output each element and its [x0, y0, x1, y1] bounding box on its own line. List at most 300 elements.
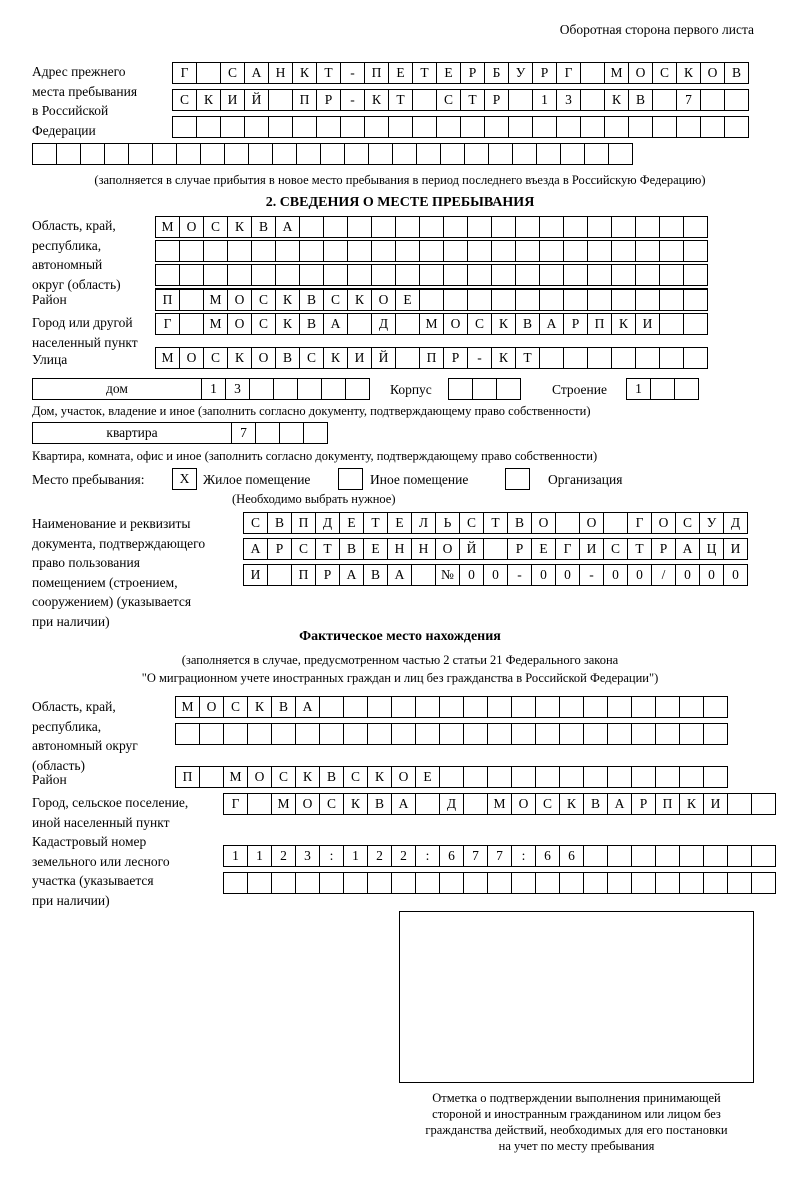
prev-address-cell[interactable]: Б: [484, 62, 509, 84]
prev-address-cell[interactable]: [344, 143, 369, 165]
actual-district-cell[interactable]: Е: [415, 766, 440, 788]
region-cell[interactable]: [299, 216, 324, 238]
document-cell[interactable]: О: [531, 512, 556, 534]
house-cell[interactable]: [345, 378, 370, 400]
actual-region-cell[interactable]: [415, 696, 440, 718]
house-cell[interactable]: [297, 378, 322, 400]
street-row[interactable]: [155, 347, 707, 369]
region-row-3[interactable]: [155, 264, 707, 286]
document-cell[interactable]: Р: [651, 538, 676, 560]
street-cell[interactable]: [683, 347, 708, 369]
street-cell[interactable]: О: [179, 347, 204, 369]
region-cell[interactable]: [419, 216, 444, 238]
actual-district-cell[interactable]: П: [175, 766, 200, 788]
prev-address-cell[interactable]: [508, 116, 533, 138]
document-cell[interactable]: О: [651, 512, 676, 534]
prev-address-cell[interactable]: [440, 143, 465, 165]
cadastral-cell[interactable]: [415, 872, 440, 894]
prev-address-cell[interactable]: Й: [244, 89, 269, 111]
prev-address-cell[interactable]: [464, 143, 489, 165]
region-cell[interactable]: [203, 264, 228, 286]
actual-region-cell[interactable]: [535, 723, 560, 745]
region-cell[interactable]: М: [155, 216, 180, 238]
cadastral-row-1[interactable]: [223, 845, 775, 867]
document-cell[interactable]: А: [339, 564, 364, 586]
actual-city-cell[interactable]: А: [391, 793, 416, 815]
cadastral-cell[interactable]: [655, 872, 680, 894]
place-checkbox-other[interactable]: [338, 468, 363, 490]
region-cell[interactable]: [443, 216, 468, 238]
actual-region-cell[interactable]: [583, 723, 608, 745]
cadastral-cell[interactable]: [463, 872, 488, 894]
prev-address-cell[interactable]: [652, 89, 677, 111]
street-cell[interactable]: [659, 347, 684, 369]
prev-address-cell[interactable]: [268, 116, 293, 138]
prev-address-cell[interactable]: [248, 143, 273, 165]
actual-region-cell[interactable]: В: [271, 696, 296, 718]
actual-district-cell[interactable]: [559, 766, 584, 788]
document-cell[interactable]: Г: [627, 512, 652, 534]
street-cell[interactable]: К: [323, 347, 348, 369]
district-cell[interactable]: [539, 289, 564, 311]
actual-city-cell[interactable]: Г: [223, 793, 248, 815]
region-cell[interactable]: [179, 264, 204, 286]
actual-region-cell[interactable]: [679, 696, 704, 718]
cadastral-cell[interactable]: :: [511, 845, 536, 867]
prev-address-cell[interactable]: В: [628, 89, 653, 111]
region-cell[interactable]: [611, 216, 636, 238]
city-cell[interactable]: К: [275, 313, 300, 335]
document-cell[interactable]: П: [291, 564, 316, 586]
actual-city-cell[interactable]: М: [487, 793, 512, 815]
prev-address-cell[interactable]: У: [508, 62, 533, 84]
actual-region-cell[interactable]: [511, 696, 536, 718]
city-cell[interactable]: Д: [371, 313, 396, 335]
cadastral-cell[interactable]: [703, 872, 728, 894]
city-cell[interactable]: М: [419, 313, 444, 335]
document-cell[interactable]: 0: [483, 564, 508, 586]
place-checkbox-organization[interactable]: [505, 468, 530, 490]
prev-address-cell[interactable]: -: [340, 62, 365, 84]
prev-address-cell[interactable]: [604, 116, 629, 138]
city-cell[interactable]: В: [299, 313, 324, 335]
region-cell[interactable]: [395, 240, 420, 262]
cadastral-cell[interactable]: [391, 872, 416, 894]
actual-district-cell[interactable]: [583, 766, 608, 788]
district-cell[interactable]: В: [299, 289, 324, 311]
document-cell[interactable]: Е: [531, 538, 556, 560]
actual-city-row[interactable]: [223, 793, 775, 815]
region-cell[interactable]: [275, 240, 300, 262]
region-cell[interactable]: [491, 240, 516, 262]
prev-address-cell[interactable]: Р: [316, 89, 341, 111]
document-cell[interactable]: Т: [483, 512, 508, 534]
prev-address-cell[interactable]: 1: [532, 89, 557, 111]
korpus-cell[interactable]: [472, 378, 497, 400]
prev-address-cell[interactable]: [536, 143, 561, 165]
actual-city-cell[interactable]: [727, 793, 752, 815]
prev-address-row-2[interactable]: [172, 89, 748, 111]
prev-address-cell[interactable]: К: [196, 89, 221, 111]
district-cell[interactable]: [467, 289, 492, 311]
cadastral-cell[interactable]: [223, 872, 248, 894]
actual-region-cell[interactable]: [367, 723, 392, 745]
actual-city-cell[interactable]: [415, 793, 440, 815]
cadastral-cell[interactable]: [631, 872, 656, 894]
actual-region-cell[interactable]: [343, 723, 368, 745]
region-cell[interactable]: [587, 216, 612, 238]
prev-address-cell[interactable]: О: [628, 62, 653, 84]
prev-address-cell[interactable]: [724, 89, 749, 111]
prev-address-cell[interactable]: [580, 62, 605, 84]
actual-region-cell[interactable]: М: [175, 696, 200, 718]
cadastral-cell[interactable]: [439, 872, 464, 894]
prev-address-cell[interactable]: П: [364, 62, 389, 84]
actual-district-cell[interactable]: [679, 766, 704, 788]
cadastral-cell[interactable]: [607, 845, 632, 867]
cadastral-cell[interactable]: 1: [343, 845, 368, 867]
place-checkbox-residential[interactable]: X: [172, 468, 197, 490]
region-cell[interactable]: [227, 240, 252, 262]
prev-address-cell[interactable]: [508, 89, 533, 111]
actual-district-cell[interactable]: О: [391, 766, 416, 788]
actual-district-cell[interactable]: К: [295, 766, 320, 788]
district-cell[interactable]: Е: [395, 289, 420, 311]
house-cell[interactable]: [321, 378, 346, 400]
document-cell[interactable]: Д: [723, 512, 748, 534]
district-cell[interactable]: [563, 289, 588, 311]
region-cell[interactable]: [323, 264, 348, 286]
district-cell[interactable]: [419, 289, 444, 311]
prev-address-cell[interactable]: [724, 116, 749, 138]
actual-region-cell[interactable]: [271, 723, 296, 745]
actual-region-cell[interactable]: [631, 696, 656, 718]
flat-cell[interactable]: [279, 422, 304, 444]
region-cell[interactable]: [539, 240, 564, 262]
actual-region-cell[interactable]: [247, 723, 272, 745]
document-cell[interactable]: -: [579, 564, 604, 586]
stroenie-cell[interactable]: [650, 378, 675, 400]
document-cell[interactable]: В: [339, 538, 364, 560]
district-cell[interactable]: М: [203, 289, 228, 311]
prev-address-cell[interactable]: -: [340, 89, 365, 111]
actual-region-cell[interactable]: К: [247, 696, 272, 718]
district-cell[interactable]: О: [371, 289, 396, 311]
document-cell[interactable]: Р: [315, 564, 340, 586]
street-cell[interactable]: -: [467, 347, 492, 369]
document-cell[interactable]: И: [579, 538, 604, 560]
street-cell[interactable]: П: [419, 347, 444, 369]
region-cell[interactable]: [515, 240, 540, 262]
region-cell[interactable]: [155, 264, 180, 286]
document-cell[interactable]: Н: [387, 538, 412, 560]
document-cell[interactable]: Т: [315, 538, 340, 560]
city-cell[interactable]: М: [203, 313, 228, 335]
prev-address-cell[interactable]: [512, 143, 537, 165]
prev-address-cell[interactable]: К: [604, 89, 629, 111]
actual-region-cell[interactable]: А: [295, 696, 320, 718]
region-cell[interactable]: [395, 216, 420, 238]
document-cell[interactable]: О: [579, 512, 604, 534]
region-cell[interactable]: [299, 240, 324, 262]
cadastral-cell[interactable]: [751, 872, 776, 894]
actual-region-cell[interactable]: [655, 723, 680, 745]
prev-address-cell[interactable]: [172, 116, 197, 138]
actual-region-cell[interactable]: О: [199, 696, 224, 718]
cadastral-cell[interactable]: 1: [247, 845, 272, 867]
cadastral-cell[interactable]: [367, 872, 392, 894]
actual-city-cell[interactable]: И: [703, 793, 728, 815]
cadastral-cell[interactable]: 1: [223, 845, 248, 867]
cadastral-row-2[interactable]: [223, 872, 775, 894]
document-cell[interactable]: 0: [723, 564, 748, 586]
prev-address-cell[interactable]: [628, 116, 653, 138]
actual-city-cell[interactable]: А: [607, 793, 632, 815]
cadastral-cell[interactable]: [583, 845, 608, 867]
region-cell[interactable]: [179, 240, 204, 262]
prev-address-cell[interactable]: К: [364, 89, 389, 111]
district-cell[interactable]: С: [323, 289, 348, 311]
document-cell[interactable]: Т: [627, 538, 652, 560]
street-cell[interactable]: О: [251, 347, 276, 369]
document-cell[interactable]: /: [651, 564, 676, 586]
actual-district-cell[interactable]: [703, 766, 728, 788]
region-cell[interactable]: [323, 216, 348, 238]
document-cell[interactable]: С: [675, 512, 700, 534]
prev-address-cell[interactable]: [272, 143, 297, 165]
region-cell[interactable]: [635, 264, 660, 286]
actual-region-cell[interactable]: [607, 723, 632, 745]
prev-address-cell[interactable]: [460, 116, 485, 138]
cadastral-cell[interactable]: [319, 872, 344, 894]
document-cell[interactable]: С: [603, 538, 628, 560]
prev-address-cell[interactable]: Т: [412, 62, 437, 84]
stamp-box[interactable]: [399, 911, 754, 1083]
actual-region-row-1[interactable]: [175, 696, 727, 718]
document-cell[interactable]: 0: [699, 564, 724, 586]
actual-region-cell[interactable]: [223, 723, 248, 745]
actual-city-cell[interactable]: П: [655, 793, 680, 815]
prev-address-cell[interactable]: [368, 143, 393, 165]
prev-address-cell[interactable]: [436, 116, 461, 138]
prev-address-cell[interactable]: [152, 143, 177, 165]
document-cell[interactable]: А: [675, 538, 700, 560]
document-cell[interactable]: 0: [459, 564, 484, 586]
district-cell[interactable]: [515, 289, 540, 311]
prev-address-cell[interactable]: Н: [268, 62, 293, 84]
region-cell[interactable]: [419, 240, 444, 262]
stroenie-cell[interactable]: 1: [626, 378, 651, 400]
actual-region-cell[interactable]: [391, 696, 416, 718]
document-cell[interactable]: 0: [603, 564, 628, 586]
prev-address-cell[interactable]: [652, 116, 677, 138]
cadastral-cell[interactable]: [535, 872, 560, 894]
document-cell[interactable]: [411, 564, 436, 586]
cadastral-cell[interactable]: [295, 872, 320, 894]
cadastral-cell[interactable]: [655, 845, 680, 867]
actual-city-cell[interactable]: Д: [439, 793, 464, 815]
region-cell[interactable]: [659, 240, 684, 262]
cadastral-cell[interactable]: 6: [535, 845, 560, 867]
region-cell[interactable]: [563, 216, 588, 238]
prev-address-cell[interactable]: Г: [172, 62, 197, 84]
prev-address-cell[interactable]: [416, 143, 441, 165]
city-cell[interactable]: [659, 313, 684, 335]
actual-city-cell[interactable]: Р: [631, 793, 656, 815]
region-cell[interactable]: [491, 264, 516, 286]
prev-address-cell[interactable]: [320, 143, 345, 165]
actual-district-cell[interactable]: [487, 766, 512, 788]
cadastral-cell[interactable]: 3: [295, 845, 320, 867]
actual-region-cell[interactable]: [487, 723, 512, 745]
cadastral-cell[interactable]: [631, 845, 656, 867]
district-cell[interactable]: [659, 289, 684, 311]
actual-region-cell[interactable]: [631, 723, 656, 745]
district-cell[interactable]: [179, 289, 204, 311]
city-cell[interactable]: Г: [155, 313, 180, 335]
actual-district-cell[interactable]: С: [343, 766, 368, 788]
cadastral-cell[interactable]: [727, 845, 752, 867]
street-cell[interactable]: [563, 347, 588, 369]
prev-address-cell[interactable]: Е: [388, 62, 413, 84]
city-cell[interactable]: К: [491, 313, 516, 335]
actual-city-cell[interactable]: К: [343, 793, 368, 815]
region-cell[interactable]: [467, 264, 492, 286]
cadastral-cell[interactable]: [679, 872, 704, 894]
actual-district-cell[interactable]: [607, 766, 632, 788]
region-cell[interactable]: [347, 264, 372, 286]
actual-city-cell[interactable]: В: [583, 793, 608, 815]
actual-region-cell[interactable]: [343, 696, 368, 718]
street-cell[interactable]: К: [227, 347, 252, 369]
actual-region-cell[interactable]: [703, 723, 728, 745]
city-cell[interactable]: О: [443, 313, 468, 335]
region-cell[interactable]: [251, 240, 276, 262]
region-row-1[interactable]: [155, 216, 707, 238]
prev-address-cell[interactable]: М: [604, 62, 629, 84]
actual-district-cell[interactable]: [463, 766, 488, 788]
document-cell[interactable]: Й: [459, 538, 484, 560]
actual-district-row[interactable]: [175, 766, 727, 788]
prev-address-cell[interactable]: [412, 89, 437, 111]
region-cell[interactable]: [635, 240, 660, 262]
document-cell[interactable]: 0: [627, 564, 652, 586]
prev-address-cell[interactable]: [560, 143, 585, 165]
document-cell[interactable]: Н: [411, 538, 436, 560]
district-cell[interactable]: К: [275, 289, 300, 311]
document-cell[interactable]: А: [387, 564, 412, 586]
actual-district-cell[interactable]: [655, 766, 680, 788]
document-cell[interactable]: №: [435, 564, 460, 586]
prev-address-cell[interactable]: [676, 116, 701, 138]
actual-city-cell[interactable]: [751, 793, 776, 815]
document-cell[interactable]: В: [507, 512, 532, 534]
actual-region-cell[interactable]: [415, 723, 440, 745]
prev-address-cell[interactable]: С: [220, 62, 245, 84]
document-cell[interactable]: Ь: [435, 512, 460, 534]
region-cell[interactable]: [371, 240, 396, 262]
region-cell[interactable]: С: [203, 216, 228, 238]
prev-address-cell[interactable]: [700, 116, 725, 138]
street-cell[interactable]: [611, 347, 636, 369]
actual-district-cell[interactable]: М: [223, 766, 248, 788]
actual-district-cell[interactable]: [439, 766, 464, 788]
actual-city-cell[interactable]: С: [319, 793, 344, 815]
actual-region-cell[interactable]: [295, 723, 320, 745]
prev-address-row-1[interactable]: [172, 62, 748, 84]
document-cell[interactable]: Е: [387, 512, 412, 534]
prev-address-cell[interactable]: [488, 143, 513, 165]
actual-region-cell[interactable]: [655, 696, 680, 718]
actual-city-cell[interactable]: [247, 793, 272, 815]
cadastral-cell[interactable]: [271, 872, 296, 894]
prev-address-cell[interactable]: К: [292, 62, 317, 84]
prev-address-cell[interactable]: [176, 143, 201, 165]
prev-address-cell[interactable]: [32, 143, 57, 165]
prev-address-row-3[interactable]: [172, 116, 748, 138]
region-cell[interactable]: [539, 264, 564, 286]
document-row-3[interactable]: [243, 564, 747, 586]
prev-address-cell[interactable]: [388, 116, 413, 138]
cadastral-cell[interactable]: [583, 872, 608, 894]
district-cell[interactable]: [611, 289, 636, 311]
actual-city-cell[interactable]: О: [511, 793, 536, 815]
actual-region-cell[interactable]: [487, 696, 512, 718]
street-cell[interactable]: В: [275, 347, 300, 369]
city-cell[interactable]: [179, 313, 204, 335]
region-cell[interactable]: [251, 264, 276, 286]
actual-region-cell[interactable]: [439, 696, 464, 718]
region-cell[interactable]: [587, 240, 612, 262]
prev-address-cell[interactable]: Т: [460, 89, 485, 111]
document-cell[interactable]: Д: [315, 512, 340, 534]
cadastral-cell[interactable]: [487, 872, 512, 894]
document-cell[interactable]: 0: [675, 564, 700, 586]
street-cell[interactable]: [635, 347, 660, 369]
cadastral-cell[interactable]: 6: [439, 845, 464, 867]
document-cell[interactable]: С: [291, 538, 316, 560]
district-cell[interactable]: [635, 289, 660, 311]
prev-address-cell[interactable]: [196, 62, 221, 84]
prev-address-cell[interactable]: [296, 143, 321, 165]
prev-address-cell[interactable]: Р: [484, 89, 509, 111]
cadastral-cell[interactable]: 2: [367, 845, 392, 867]
cadastral-cell[interactable]: 7: [463, 845, 488, 867]
prev-address-cell[interactable]: [556, 116, 581, 138]
region-cell[interactable]: [395, 264, 420, 286]
district-cell[interactable]: К: [347, 289, 372, 311]
cadastral-cell[interactable]: [511, 872, 536, 894]
prev-address-cell[interactable]: А: [244, 62, 269, 84]
region-cell[interactable]: [347, 216, 372, 238]
actual-region-cell[interactable]: [199, 723, 224, 745]
prev-address-cell[interactable]: Р: [460, 62, 485, 84]
document-cell[interactable]: А: [243, 538, 268, 560]
cadastral-cell[interactable]: 2: [271, 845, 296, 867]
actual-region-row-2[interactable]: [175, 723, 727, 745]
street-cell[interactable]: С: [203, 347, 228, 369]
region-cell[interactable]: [155, 240, 180, 262]
region-cell[interactable]: [371, 264, 396, 286]
region-cell[interactable]: [467, 240, 492, 262]
prev-address-cell[interactable]: [224, 143, 249, 165]
flat-cell[interactable]: 7: [231, 422, 256, 444]
actual-district-cell[interactable]: В: [319, 766, 344, 788]
prev-address-cell[interactable]: 3: [556, 89, 581, 111]
region-cell[interactable]: [443, 240, 468, 262]
document-cell[interactable]: Ц: [699, 538, 724, 560]
prev-address-cell[interactable]: [340, 116, 365, 138]
